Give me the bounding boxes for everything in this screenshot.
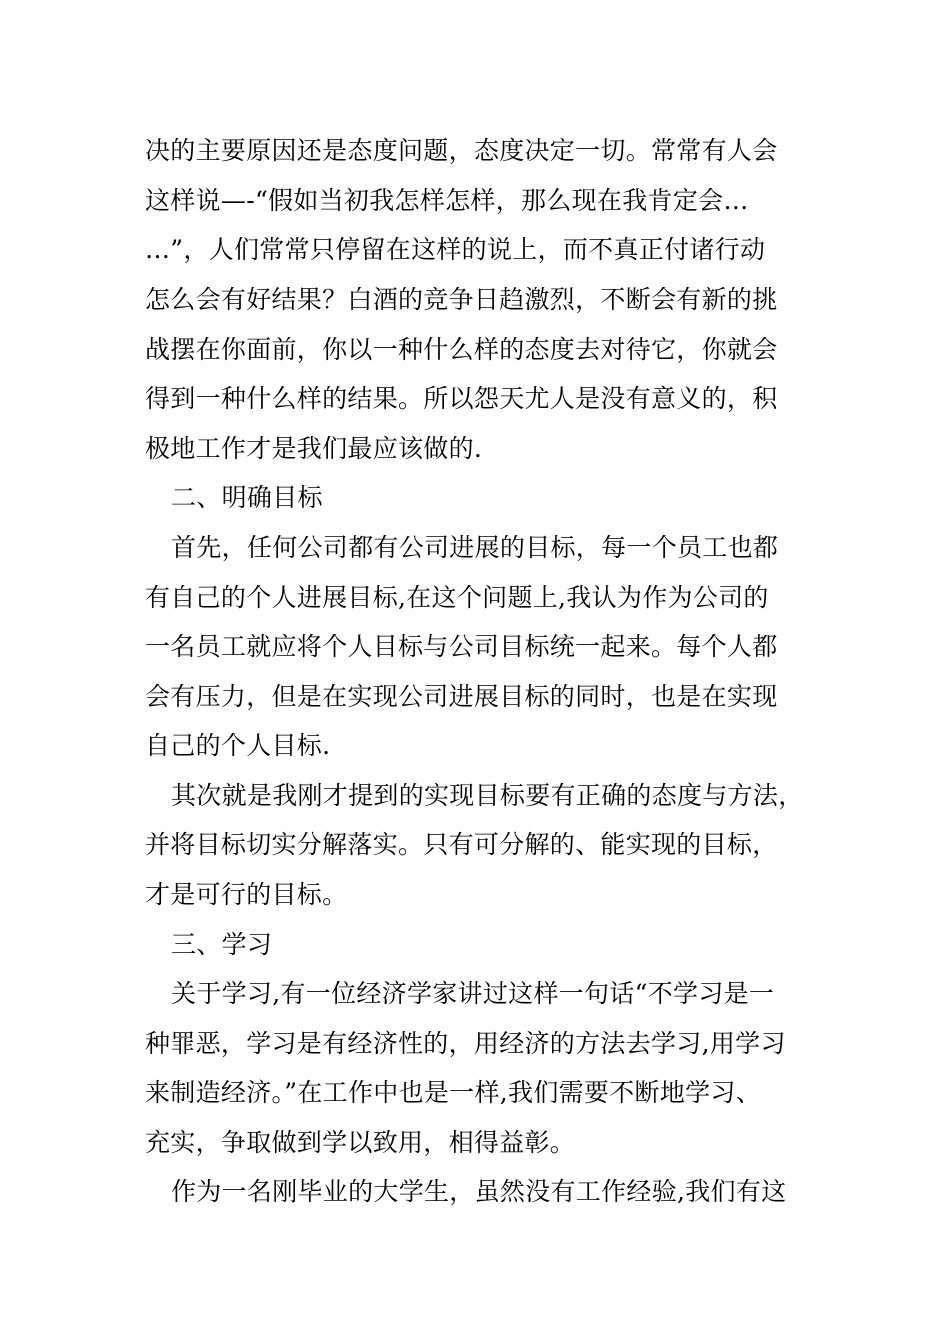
- text-line: 极地工作才是我们最应该做的.: [145, 434, 483, 463]
- paragraph-first-line: 作为一名刚毕业的大学生，虽然没有工作经验,我们有这: [171, 1177, 787, 1206]
- paragraph-first-line: 首先，任何公司都有公司进展的目标，每一个员工也都: [171, 533, 779, 562]
- text-line: 来制造经济。”在工作中也是一样,我们需要不断地学习、: [145, 1078, 762, 1107]
- paragraph-first-line: 其次就是我刚才提到的实现目标要有正确的态度与方法，: [171, 781, 804, 810]
- text-line: 会有压力，但是在实现公司进展目标的同时，也是在实现: [145, 682, 778, 711]
- text-line: 并将目标切实分解落实。只有可分解的、能实现的目标，: [145, 830, 778, 859]
- section-heading-learning: 三、学习: [171, 930, 273, 959]
- text-line: 得到一种什么样的结果。所以怨天尤人是没有意义的，积: [145, 384, 778, 413]
- section-heading-goals: 二、明确目标: [171, 483, 323, 512]
- text-line: 自己的个人目标.: [145, 731, 331, 760]
- text-line: 种罪恶，学习是有经济性的，用经济的方法去学习,用学习: [145, 1029, 786, 1058]
- paragraph-first-line: 关于学习,有一位经济学家讲过这样一句话“不学习是一: [171, 979, 775, 1008]
- text-line: …”，人们常常只停留在这样的说上，而不真正付诸行动: [145, 235, 766, 264]
- text-line: 决的主要原因还是态度问题，态度决定一切。常常有人会: [145, 136, 778, 165]
- text-line: 怎么会有好结果？白酒的竞争日趋激烈，不断会有新的挑: [145, 285, 778, 314]
- text-line: 这样说—-“假如当初我怎样怎样，那么现在我肯定会…: [145, 186, 749, 215]
- text-line: 才是可行的目标。: [145, 880, 348, 909]
- text-line: 一名员工就应将个人目标与公司目标统一起来。每个人都: [145, 632, 778, 661]
- text-line: 充实，争取做到学以致用，相得益彰。: [145, 1128, 576, 1157]
- text-line: 有自己的个人进展目标,在这个问题上,我认为作为公司的: [145, 583, 769, 612]
- text-line: 战摆在你面前，你以一种什么样的态度去对待它，你就会: [145, 335, 778, 364]
